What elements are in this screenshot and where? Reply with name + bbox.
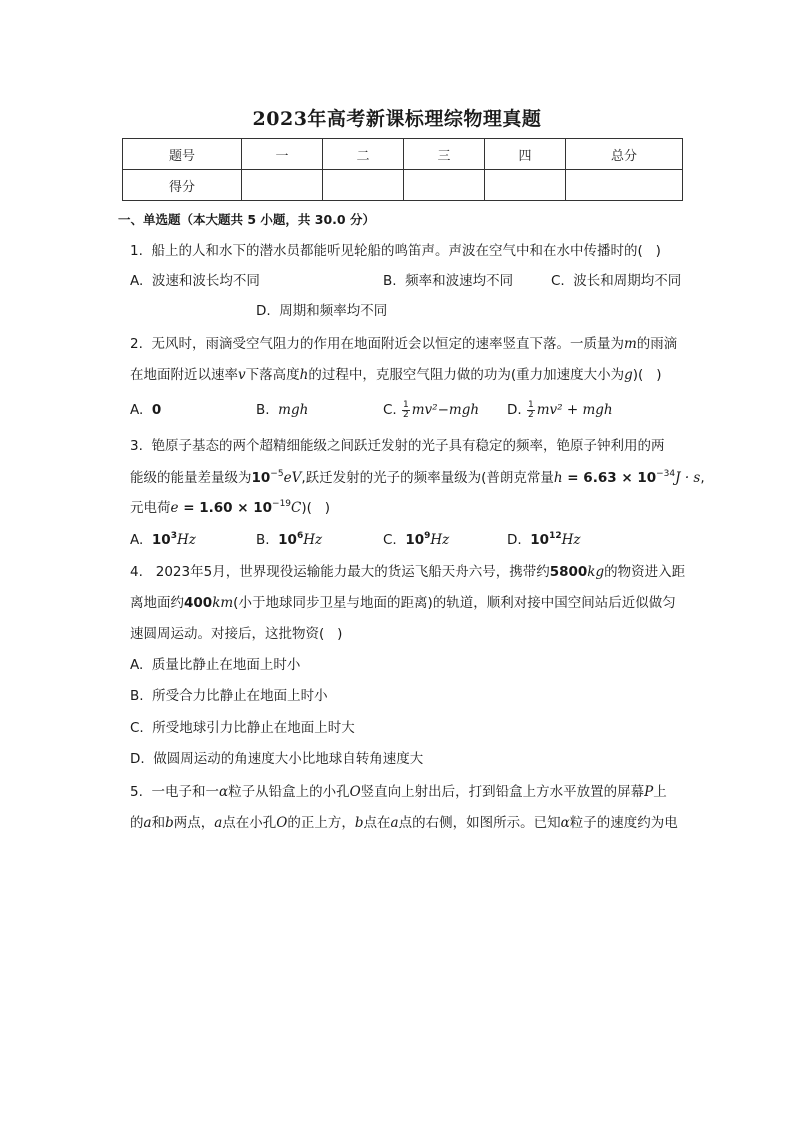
number: = 1.60 × 10 <box>178 500 273 516</box>
question-4-option-d: D. 做圆周运动的角速度大小比地球自转角速度大 <box>130 751 424 767</box>
text: (小于地球同步卫星与地面的距离)的轨道，顺利对接中国空间站后近似做匀 <box>233 595 676 611</box>
text: 元电荷 <box>130 500 171 516</box>
text: 下落高度 <box>245 367 300 383</box>
question-4-option-c: C. 所受地球引力比静止在地面上时大 <box>130 720 355 736</box>
question-3-option-b <box>256 530 322 550</box>
table-cell: 总分 <box>566 139 683 170</box>
unit: Hz <box>430 532 450 548</box>
math-var: a <box>390 815 399 831</box>
number: 400 <box>184 595 213 611</box>
question-4-option-a: A. 质量比静止在地面上时小 <box>130 657 301 673</box>
table-cell: 得分 <box>123 170 242 201</box>
fraction-numerator: 1 <box>527 399 534 410</box>
number: 5800 <box>549 564 588 580</box>
score-input-cell[interactable] <box>242 170 323 201</box>
text: 粒子的速度约为电 <box>569 815 678 831</box>
math-var: a <box>143 815 152 831</box>
option-value: mgh <box>278 402 309 418</box>
text: 点的右侧，如图所示。已知 <box>398 815 561 831</box>
math-var: h <box>299 367 309 383</box>
question-2-line-1 <box>130 334 677 354</box>
option-label: D. <box>507 402 522 418</box>
text: 离地面约 <box>130 595 184 611</box>
exponent: −5 <box>270 469 284 479</box>
exponent: 12 <box>549 531 562 541</box>
number: 10 <box>530 532 550 548</box>
question-3-option-a <box>130 530 196 550</box>
page-title: 2023年高考新课标理综物理真题 <box>252 108 542 130</box>
question-2-option-d <box>507 400 613 420</box>
score-table <box>122 138 683 201</box>
fraction-denominator: 2 <box>527 409 534 420</box>
question-5-line-2 <box>130 813 678 833</box>
math-var: α <box>218 784 229 800</box>
question-3-line-1: 3. 铯原子基态的两个超精细能级之间跃迁发射的光子具有稳定的频率，铯原子钟利用的两 <box>130 438 665 454</box>
text: )( ) <box>301 500 331 516</box>
math-var: h <box>553 470 563 486</box>
text: 的雨滴 <box>636 336 678 352</box>
option-label: C. <box>383 402 397 418</box>
text: 和 <box>151 815 166 831</box>
math-var: P <box>644 784 654 800</box>
text: 点在 <box>363 815 391 831</box>
question-1-option-b: B. 频率和波速均不同 <box>383 273 514 289</box>
option-label: A. <box>130 532 144 548</box>
exponent: 3 <box>170 531 177 541</box>
number: 10 <box>278 532 297 548</box>
math-var: g <box>624 367 633 383</box>
text: 的正上方， <box>287 815 355 831</box>
text: 能级的能量差量级为 <box>130 470 252 486</box>
math-var: O <box>349 784 361 800</box>
question-3-line-2 <box>130 468 705 488</box>
option-value: mv² + mgh <box>536 402 613 418</box>
exponent: −19 <box>272 499 292 509</box>
math-var: b <box>165 815 174 831</box>
score-table-header-row <box>123 139 683 170</box>
text: 4. 2023年5月，世界现役运输能力最大的货运飞船天舟六号，携带约 <box>130 564 550 580</box>
unit: kg <box>587 564 605 580</box>
score-input-cell[interactable] <box>566 170 683 201</box>
text: 的物资进入距 <box>604 564 686 580</box>
unit: C <box>291 500 302 516</box>
number: 10 <box>405 532 425 548</box>
question-3-option-d <box>507 530 581 550</box>
question-2-option-b <box>256 400 308 420</box>
number: 10 <box>151 532 171 548</box>
table-cell: 二 <box>323 139 404 170</box>
question-4-line-3: 速圆周运动。对接后，这批物资( ) <box>130 626 343 642</box>
section-heading: 一、单选题（本大题共 5 小题，共 30.0 分） <box>118 212 375 227</box>
question-3-option-c <box>383 530 449 550</box>
math-var: O <box>276 815 288 831</box>
unit: Hz <box>303 532 323 548</box>
text: 5. 一电子和一 <box>130 784 219 800</box>
option-value: 0 <box>151 402 162 418</box>
question-5-line-1 <box>130 782 667 802</box>
score-input-cell[interactable] <box>404 170 485 201</box>
unit: eV <box>283 470 302 486</box>
question-4-line-2 <box>130 593 676 613</box>
table-cell: 一 <box>242 139 323 170</box>
math-var: α <box>560 815 570 831</box>
question-4-line-1 <box>130 562 685 582</box>
text: 粒子从铅盒上的小孔 <box>228 784 350 800</box>
question-4-option-b: B. 所受合力比静止在地面上时小 <box>130 688 328 704</box>
score-table-score-row <box>123 170 683 201</box>
option-label: A. <box>130 402 144 418</box>
fraction-numerator: 1 <box>403 399 409 410</box>
unit: J · s <box>675 470 701 486</box>
option-label: D. <box>507 532 522 548</box>
fraction <box>527 401 535 420</box>
exponent: 9 <box>424 531 431 541</box>
text: ,跃迁发射的光子的频率量级为(普朗克常量 <box>301 470 554 486</box>
text: 竖直向上射出后，打到铅盒上方水平放置的屏幕 <box>360 784 645 800</box>
math-var: b <box>354 815 364 831</box>
exponent: −34 <box>656 469 676 479</box>
text: 上 <box>653 784 667 800</box>
option-label: C. <box>383 532 397 548</box>
math-var: m <box>623 336 637 352</box>
score-input-cell[interactable] <box>323 170 404 201</box>
question-1-option-d: D. 周期和频率均不同 <box>256 303 388 319</box>
question-2-option-c <box>383 400 479 420</box>
question-2-option-a <box>130 400 161 420</box>
table-cell: 题号 <box>123 139 242 170</box>
score-input-cell[interactable] <box>485 170 566 201</box>
unit: Hz <box>176 532 196 548</box>
fraction-denominator: 2 <box>403 409 409 420</box>
text: 在地面附近以速率 <box>130 367 238 383</box>
question-1-stem: 1. 船上的人和水下的潜水员都能听见轮船的鸣笛声。声波在空气中和在水中传播时的( ) <box>130 243 661 259</box>
option-label: B. <box>256 402 270 418</box>
text: 2. 无风时，雨滴受空气阻力的作用在地面附近会以恒定的速率竖直下落。一质量为 <box>130 336 624 352</box>
unit: km <box>212 595 234 611</box>
table-cell: 三 <box>404 139 485 170</box>
math-var: e <box>170 500 179 516</box>
text: 的 <box>130 815 144 831</box>
exponent: 6 <box>296 531 304 541</box>
question-1-option-c: C. 波长和周期均不同 <box>551 273 682 289</box>
text: )( ) <box>632 367 662 383</box>
option-value: mv²−mgh <box>411 402 480 418</box>
math-var: a <box>214 815 223 831</box>
number: = 6.63 × 10 <box>562 470 657 486</box>
question-2-line-2 <box>130 365 661 385</box>
unit: Hz <box>561 532 581 548</box>
question-1-option-a: A. 波速和波长均不同 <box>130 273 260 289</box>
fraction <box>402 401 410 420</box>
table-cell: 四 <box>485 139 566 170</box>
math-var: v <box>238 367 246 383</box>
option-label: B. <box>256 532 270 548</box>
question-3-line-3 <box>130 498 330 518</box>
text: 的过程中，克服空气阻力做的功为(重力加速度大小为 <box>308 367 625 383</box>
text: 两点， <box>173 815 215 831</box>
number: 10 <box>251 470 271 486</box>
text: , <box>700 470 705 486</box>
text: 点在小孔 <box>222 815 277 831</box>
